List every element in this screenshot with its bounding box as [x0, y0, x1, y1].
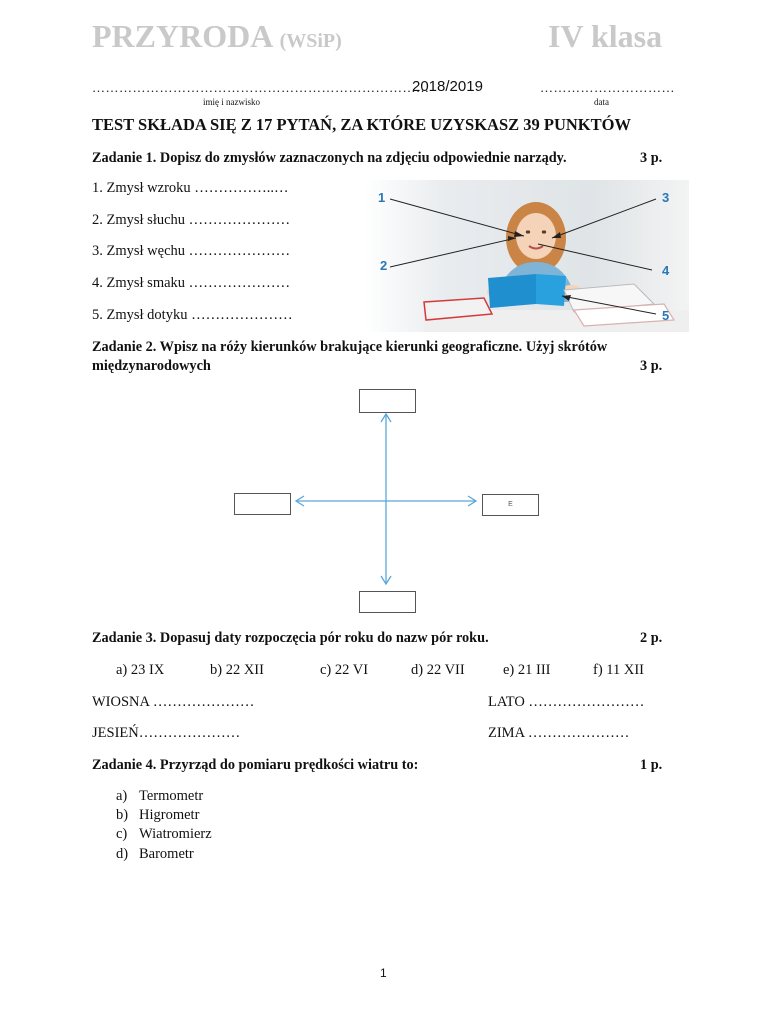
subject-name: PRZYRODA	[92, 18, 272, 54]
name-label: imię i nazwisko	[203, 97, 260, 107]
answer-letter: a)	[116, 788, 128, 804]
east-answer-box	[482, 494, 539, 516]
winter-answer[interactable]: ZIMA …………………	[488, 725, 630, 741]
photo-label-4: 4	[662, 263, 670, 278]
task3-option-b: b) 22 XII	[210, 662, 264, 678]
answer-letter: d)	[116, 846, 129, 862]
grade-title: IV klasa	[548, 18, 663, 54]
west-answer-box[interactable]	[234, 493, 291, 515]
task1-title: Zadanie 1. Dopisz do zmysłów zaznaczonych na zdjęciu odpowiednie narządy.	[92, 150, 567, 166]
autumn-answer[interactable]: JESIEŃ…………………	[92, 725, 241, 741]
date-label: data	[594, 97, 609, 107]
page-number: 1	[380, 966, 387, 980]
task4-answer-c[interactable]	[116, 826, 212, 843]
east-label: E	[508, 501, 513, 508]
photo-label-5: 5	[662, 308, 670, 323]
answer-letter: c)	[116, 826, 128, 842]
task2-title-line2: międzynarodowych	[92, 358, 211, 374]
task1-item-1[interactable]: 1. Zmysł wzroku ……………..…	[92, 180, 289, 196]
girl-reading-photo	[364, 180, 689, 332]
photo-illustration	[364, 180, 689, 332]
task2-title-line1: Zadanie 2. Wpisz na róży kierunków brakujące kierunki geograficzne. Użyj skrótów	[92, 339, 608, 355]
test-title: TEST SKŁADA SIĘ Z 17 PYTAŃ, ZA KTÓRE UZYSKASZ 39 PUNKTÓW	[92, 115, 631, 134]
publisher-name: (WSiP)	[279, 30, 342, 52]
subject-title	[92, 18, 342, 55]
task4-answer-b[interactable]	[116, 807, 199, 824]
compass-rose	[290, 410, 480, 590]
answer-letter: b)	[116, 807, 129, 823]
task3-option-d: d) 22 VII	[411, 662, 465, 678]
name-field[interactable]: …………………………………………………………………	[92, 80, 430, 95]
task3-points: 2 p.	[640, 630, 663, 646]
answer-text: Termometr	[139, 788, 204, 804]
answer-text: Wiatromierz	[139, 826, 212, 842]
photo-label-2: 2	[380, 258, 388, 273]
task4-title: Zadanie 4. Przyrząd do pomiaru prędkości wiatru to:	[92, 757, 419, 773]
task4-answer-d[interactable]	[116, 846, 194, 863]
answer-text: Barometr	[139, 846, 194, 862]
school-year: 2018/2019	[412, 78, 483, 95]
task1-item-2[interactable]: 2. Zmysł słuchu …………………	[92, 212, 291, 228]
task4-points: 1 p.	[640, 757, 663, 773]
north-answer-box[interactable]	[359, 389, 416, 413]
task1-item-3[interactable]: 3. Zmysł węchu …………………	[92, 243, 291, 259]
photo-label-3: 3	[662, 190, 670, 205]
task3-option-a: a) 23 IX	[116, 662, 165, 678]
task3-option-e: e) 21 III	[503, 662, 551, 678]
summer-answer[interactable]: LATO ……………………	[488, 694, 645, 710]
task2-points: 3 p.	[640, 358, 663, 374]
date-field[interactable]: …………………………	[540, 80, 675, 95]
task3-option-c: c) 22 VI	[320, 662, 369, 678]
answer-text: Higrometr	[139, 807, 200, 823]
task1-item-5[interactable]: 5. Zmysł dotyku …………………	[92, 307, 293, 323]
south-answer-box[interactable]	[359, 591, 416, 613]
task1-item-4[interactable]: 4. Zmysł smaku …………………	[92, 275, 291, 291]
task1-points: 3 p.	[640, 150, 663, 166]
spring-answer[interactable]: WIOSNA …………………	[92, 694, 255, 710]
task3-title: Zadanie 3. Dopasuj daty rozpoczęcia pór roku do nazw pór roku.	[92, 630, 489, 646]
task3-option-f: f) 11 XII	[593, 662, 644, 678]
task4-answer-a[interactable]	[116, 788, 203, 805]
photo-label-1: 1	[378, 190, 386, 205]
